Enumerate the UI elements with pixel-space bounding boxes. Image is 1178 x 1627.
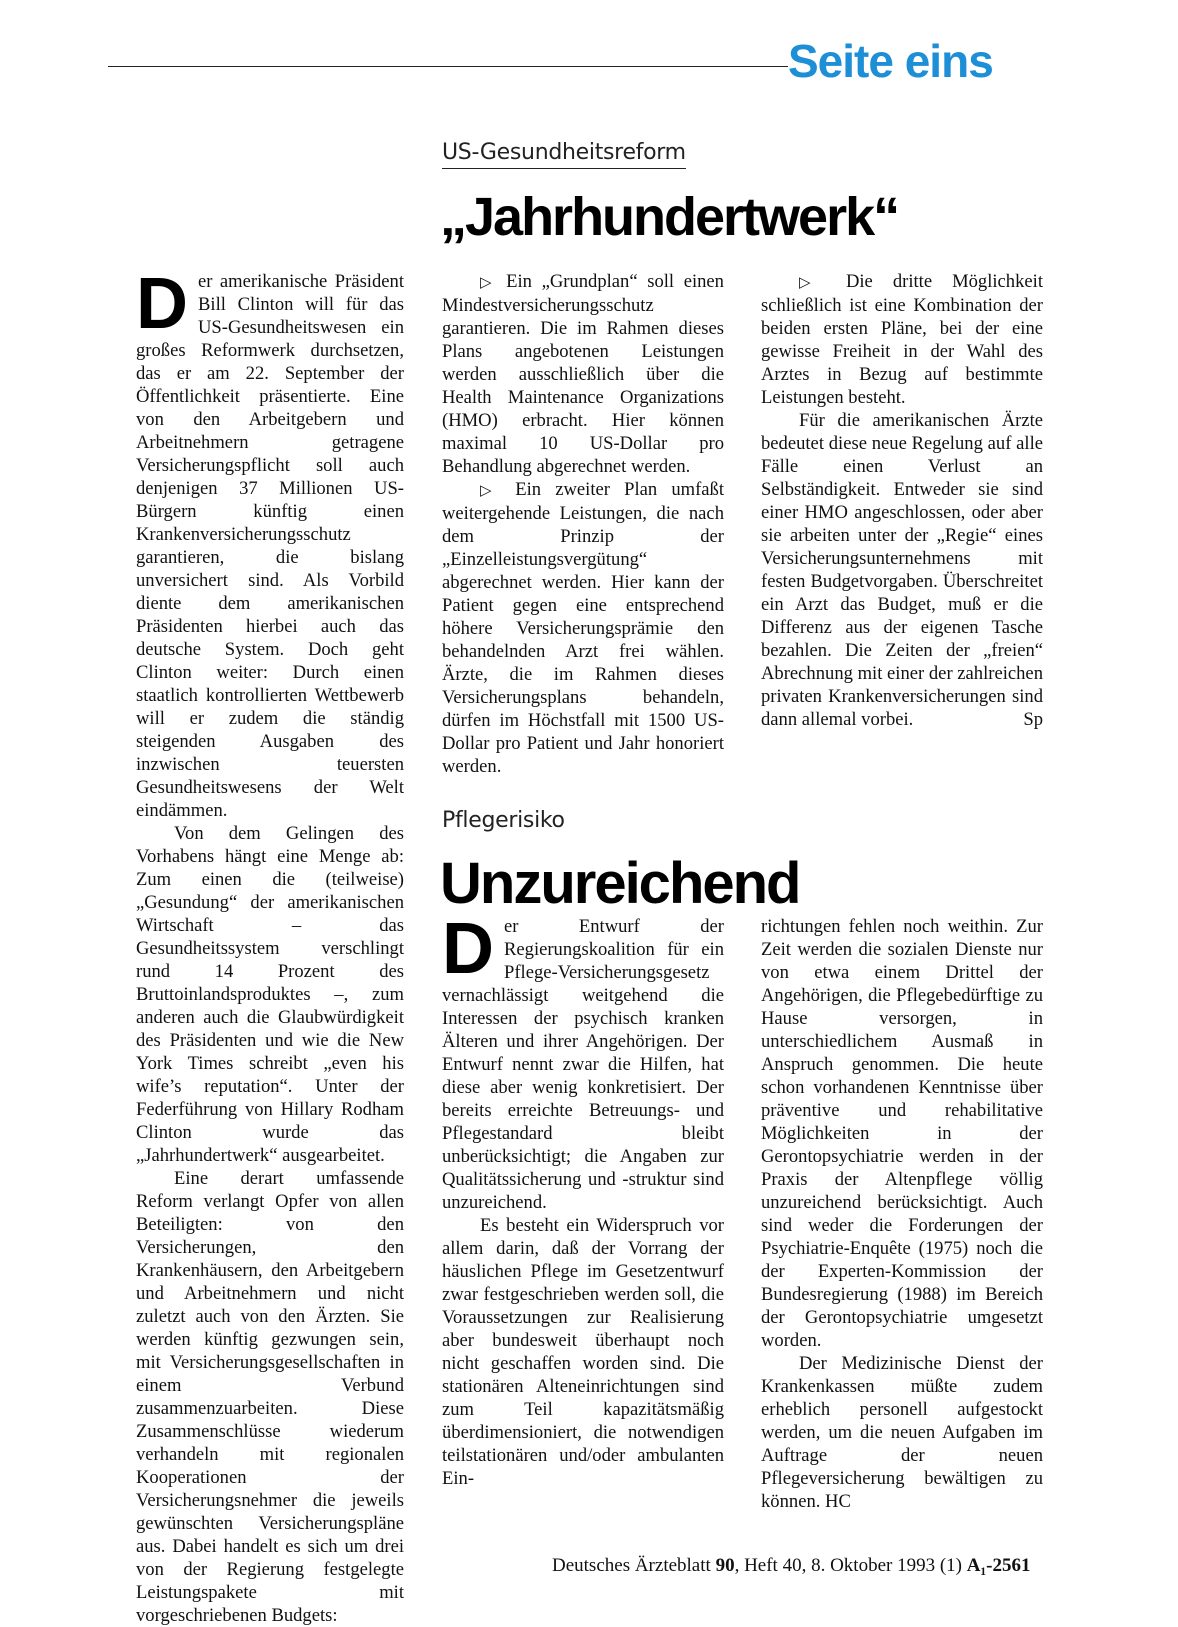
article2-paragraph: richtungen fehlen noch weithin. Zur Zeit werden die sozialen Dienste nur von etwa einem Drittel der Angehörigen, die Pflegebedürftige zu Hause versorgen, in unterschiedlichem Ausmaß in Anspruch genommen. Die heute schon vorhandenen Kenntnisse über präventive und rehabilitative Möglichkeiten in der Gerontopsychiatrie werden in der Praxis der Altenpflege völlig unzureichend berücksichtigt. Auch sind weder die Forderungen der Psychiatrie-Enquête (1975) noch die der Experten-Kommission der Bundesregierung (1988) im Bereich der Gerontopsychiatrie umgesetzt worden. xyxy=(761,916,1043,1351)
article1-paragraph: Ein zweiter Plan umfaßt weitergehende Leistungen, die nach dem Prinzip der „Einzelleistungsvergütung“ abgerechnet werden. Hier kann der Patient gegen eine entsprechend höhere Versicherungsprämie den behandelnden Arzt frei wählen. Ärzte, die im Rahmen dieses Versicherungsplans behandeln, dürfen im Höchstfall mit 1500 US-Dollar pro Patient und Jahr honoriert werden. xyxy=(442,479,724,777)
article2-paragraph: Es besteht ein Widerspruch vor allem darin, daß der Vorrang der häuslichen Pflege im Gesetzentwurf zwar festgeschrieben werden soll, die Voraussetzungen zur Realisierung aber bundesweit überhaupt noch nicht geschaffen worden sind. Die stationären Alteneinrichtungen sind zum Teil kapazitätsmäßig überdimensioniert, die notwendigen teilstationären und/oder ambulanten Ein- xyxy=(442,1215,724,1489)
article2-signature: HC xyxy=(825,1491,851,1512)
article1-column-2 xyxy=(442,270,724,778)
bullet-triangle-icon: ▷ xyxy=(480,481,502,499)
article2-paragraph: er Entwurf der Regierungskoalition für ein Pflege-Versicherungsgesetz vernachlässigt weitgehend die Interessen der psychisch kranken Älteren und ihrer Angehörigen. Der Entwurf nennt zwar die Hilfen, hat diese aber wenig konkretisiert. Der bereits erreichte Betreuungs- und Pflegestandard bleibt unberücksichtigt; die Angaben zur Qualitätssicherung und -struktur sind unzureichend. xyxy=(442,916,724,1213)
article1-paragraph: Von dem Gelingen des Vorhabens hängt eine Menge ab: Zum einen die (teilweise) „Gesundung“ der amerikanischen Wirtschaft – das Gesundheitssystem verschlingt rund 14 Prozent des Bruttoinlandsproduktes –, zum anderen auch die Glaubwürdigkeit des Präsidenten und wie die New York Times schreibt „even his wife’s reputation“. Unter der Federführung von Hillary Rodham Clinton wurde das „Jahrhundertwerk“ ausgearbeitet. xyxy=(136,823,404,1166)
article2-column-1 xyxy=(442,909,724,1490)
article1-headline: „Jahrhundertwerk“ xyxy=(440,187,899,247)
article1-paragraph: Eine derart umfassende Reform verlangt Opfer von allen Beteiligten: von den Versicherungen, den Krankenhäusern, den Arbeitgebern und Arbeitnehmern und nicht zuletzt auch von den Ärzten. Sie werden künftig gezwungen sein, mit Versicherungsgesellschaften in einem Verbund zusammenzuarbeiten. Diese Zusammenschlüsse wiederum verhandeln mit regionalen Kooperationen der Versicherungsnehmer die jeweils gewünschten Versicherungspläne aus. Dabei handelt es sich um drei von der Regierung festgelegte Leistungspakete mit vorgeschriebenen Budgets: xyxy=(136,1168,404,1626)
article1-signature: Sp xyxy=(1023,709,1043,730)
header-rule xyxy=(108,66,788,67)
page-footer xyxy=(552,1555,1031,1577)
article1-paragraph: Die dritte Möglichkeit schließlich ist eine Kombination der beiden ersten Pläne, bei der eine gewisse Freiheit in der Wahl des Arztes in Bezug auf bestimmte Leistungen besteht. xyxy=(761,271,1043,408)
article1-dropcap: D xyxy=(136,264,188,344)
footer-page-number: A₁-2561 xyxy=(966,1555,1031,1576)
article1-paragraph: Für die amerikanischen Ärzte bedeutet diese neue Regelung auf alle Fälle einen Verlust an Selbständigkeit. Entweder sie sind einer HMO angeschlossen, oder aber sie arbeiten unter der „Regie“ eines Versicherungsunternehmens mit festen Budgetvorgaben. Überschreitet ein Arzt das Budget, muß er die Differenz aus der eigenen Tasche bezahlen. Die Zeiten der „freien“ Abrechnung mit einer der zahlreichen privaten Krankenversicherungen sind dann allemal vorbei. xyxy=(761,410,1043,730)
bullet-triangle-icon: ▷ xyxy=(799,273,826,291)
footer-journal: Deutsches Ärzteblatt xyxy=(552,1555,711,1576)
bullet-triangle-icon: ▷ xyxy=(480,273,497,291)
article2-kicker: Pflegerisiko xyxy=(442,808,565,833)
article1-column-3 xyxy=(761,270,1043,731)
article1-column-1 xyxy=(136,264,404,1627)
footer-volume: 90 xyxy=(715,1555,735,1576)
article2-column-2 xyxy=(761,915,1043,1513)
article1-paragraph: Ein „Grundplan“ soll einen Mindestversicherungsschutz garantieren. Die im Rahmen dieses Plans angebotenen Leistungen werden ausschließlich über die Health Maintenance Organizations (HMO) erbracht. Hier können maximal 10 US-Dollar pro Behandlung abgerechnet werden. xyxy=(442,271,724,477)
article1-paragraph: er amerikanische Präsident Bill Clinton will für das US-Gesundheitswesen ein großes Reformwerk durchsetzen, das er am 22. September der Öffentlichkeit präsentierte. Eine von den Arbeitgebern und Arbeitnehmern getragene Versicherungspflicht soll auch denjenigen 37 Millionen US-Bürgern künftig einen Krankenversicherungsschutz garantieren, die bislang unversichert sind. Als Vorbild diente dem amerikanischen Präsidenten hierbei auch das deutsche System. Doch geht Clinton weiter: Durch einen staatlich kontrollierten Wettbewerb will er zudem die ständig steigenden Ausgaben des inzwischen teuersten Gesundheitswesens der Welt eindämmen. xyxy=(136,271,404,821)
article2-paragraph: Der Medizinische Dienst der Krankenkassen müßte zudem erheblich personell aufgestockt werden, um die neuen Aufgaben im Auftrage der neuen Pflegeversicherung bewältigen zu können. xyxy=(761,1353,1043,1512)
footer-issue: , Heft 40, 8. Oktober 1993 (1) xyxy=(734,1555,962,1576)
section-title: Seite eins xyxy=(788,35,993,87)
article2-dropcap: D xyxy=(442,909,494,989)
article1-kicker: US-Gesundheitsreform xyxy=(442,140,686,169)
article2-headline: Unzureichend xyxy=(440,851,800,916)
